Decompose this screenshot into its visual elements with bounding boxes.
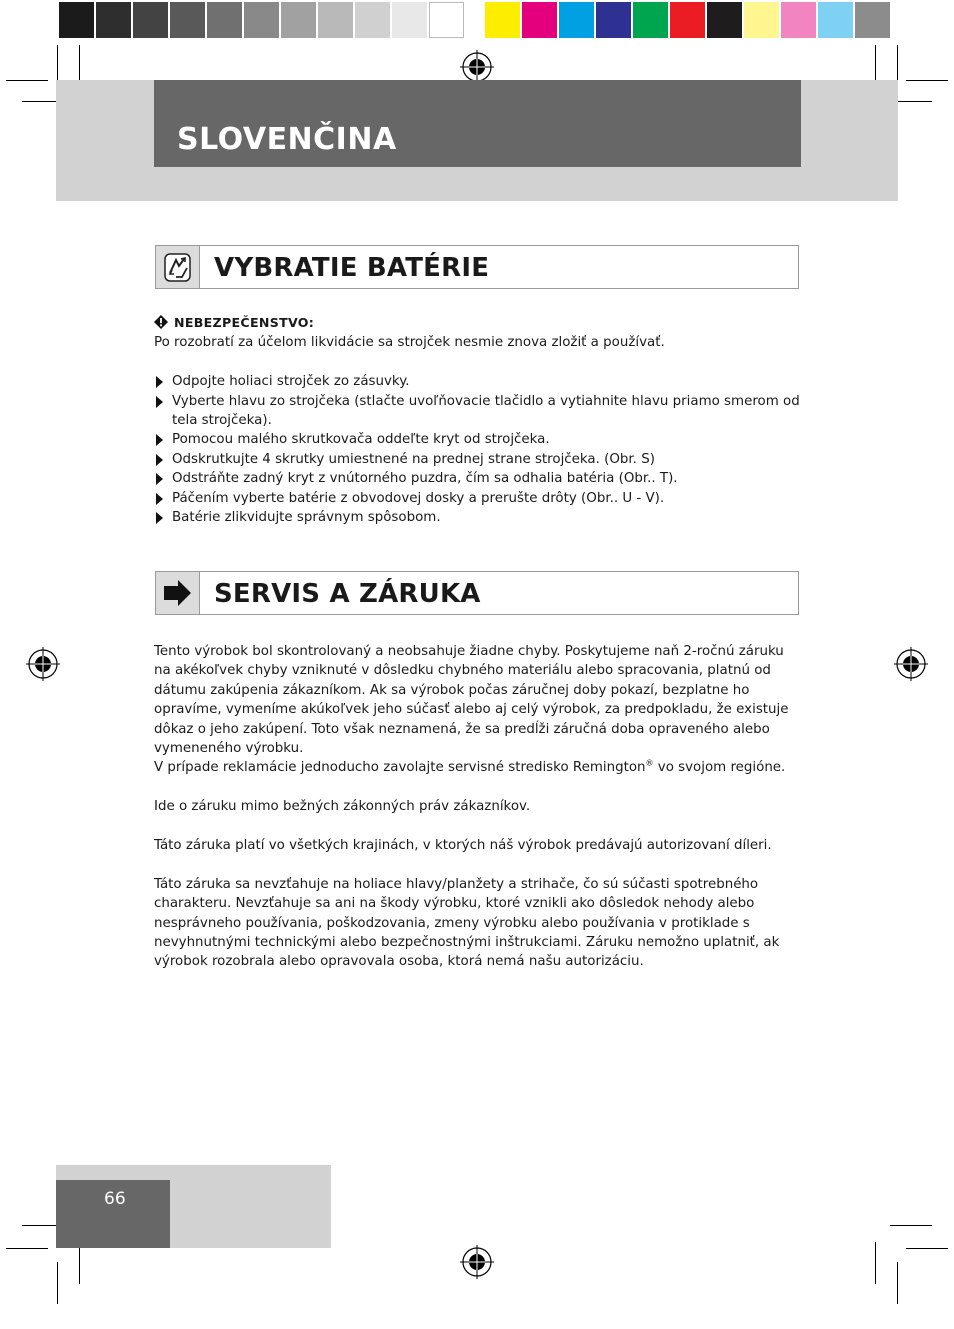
- color-swatch: [670, 2, 705, 38]
- crop-mark: [890, 1225, 932, 1226]
- warranty-content: [154, 642, 802, 972]
- color-swatch: [281, 2, 316, 38]
- crop-mark: [875, 1242, 876, 1284]
- color-swatch: [633, 2, 668, 38]
- color-swatch: [522, 2, 557, 38]
- warranty-contact-paragraph: V prípade reklamácie jednoducho zavolajte servisné stredisko Remington® vo svojom regióne.: [154, 758, 786, 776]
- registration-mark-icon: [26, 647, 60, 681]
- color-swatch: [392, 2, 427, 38]
- recycle-icon: [156, 246, 200, 288]
- color-swatch: [818, 2, 853, 38]
- warranty-paragraph: Táto záruka sa nevzťahuje na holiace hlavy/planžety a strihače, čo sú súčasti spotrebného charakteru. Nevzťahuje sa ani na škody výrobku, ktoré vznikli ako dôsledok nehody alebo nesprávneho používania, poškodzovania, zmeny výrobku alebo používania v protiklade s nevyhnutnými technickými alebo bezpečnostnými inštrukciami. Záruku nemožno uplatniť, ak výrobok rozobrala alebo opravovala osoba, ktorá nemá našu autorizáciu.: [154, 876, 780, 970]
- danger-notice: [154, 313, 802, 333]
- color-swatch: [559, 2, 594, 38]
- warranty-paragraph: Ide o záruku mimo bežných zákonných práv zákazníkov.: [154, 799, 531, 815]
- list-item: Pomocou malého skrutkovača oddeľte kryt od strojčeka.: [154, 430, 802, 449]
- list-item: Odstráňte zadný kryt z vnútorného puzdra, čím sa odhalia batéria (Obr.. T).: [154, 469, 802, 488]
- crop-mark: [897, 1262, 898, 1304]
- page-number: 66: [104, 1189, 126, 1209]
- list-item: Vyberte hlavu zo strojčeka (stlačte uvoľňovacie tlačidlo a vytiahnite hlavu priamo smerom od tela strojčeka).: [154, 392, 802, 431]
- crop-mark: [906, 1248, 948, 1249]
- section-title: VYBRATIE BATÉRIE: [214, 253, 490, 283]
- color-swatch: [355, 2, 390, 38]
- crop-mark: [6, 80, 48, 81]
- crop-mark: [906, 80, 948, 81]
- color-swatch: [855, 2, 890, 38]
- crop-mark: [57, 1262, 58, 1304]
- color-swatch: [59, 2, 94, 38]
- list-item: Batérie zlikvidujte správnym spôsobom.: [154, 508, 802, 527]
- danger-text: Po rozobratí za účelom likvidácie sa strojček nesmie znova zložiť a používať.: [154, 335, 665, 351]
- color-swatch: [744, 2, 779, 38]
- process-color-bar: [485, 2, 892, 38]
- steps-list: [154, 372, 802, 527]
- warranty-paragraph: Tento výrobok bol skontrolovaný a neobsahuje žiadne chyby. Poskytujeme naň 2-ročnú záruku na akékoľvek chyby vzniknuté v dôsledku chybného materiálu alebo spracovania, platnú od dátumu zakúpenia zákazníkom. Ak sa výrobok počas záručnej doby pokazí, bezplatne ho opravíme, vymeníme akúkoľvek jeho súčasť alebo aj celý výrobok, za predpokladu, že existuje dôkaz o jeho zakúpení. Toto však neznamená, že sa predĺži záručná doba opraveného alebo vymeneného výrobku.: [154, 644, 789, 757]
- registration-mark-icon: [460, 50, 494, 84]
- section-header-warranty: [155, 571, 799, 615]
- color-swatch: [485, 2, 520, 38]
- list-item: Odskrutkujte 4 skrutky umiestnené na prednej strane strojčeka. (Obr. S): [154, 450, 802, 469]
- danger-icon: [154, 315, 168, 329]
- color-swatch: [244, 2, 279, 38]
- color-swatch: [707, 2, 742, 38]
- color-swatch: [207, 2, 242, 38]
- battery-removal-content: [154, 313, 802, 527]
- section-header-battery: [155, 245, 799, 289]
- color-swatch: [429, 2, 464, 38]
- color-swatch: [596, 2, 631, 38]
- grayscale-color-bar: [59, 2, 466, 38]
- arrow-right-icon: [156, 572, 200, 614]
- color-swatch: [318, 2, 353, 38]
- list-item: Páčením vyberte batérie z obvodovej dosky a prerušte drôty (Obr.. U - V).: [154, 489, 802, 508]
- danger-label: NEBEZPEČENSTVO:: [174, 315, 315, 330]
- section-title: SERVIS A ZÁRUKA: [214, 579, 481, 609]
- color-swatch: [170, 2, 205, 38]
- crop-mark: [6, 1248, 48, 1249]
- crop-mark: [79, 1242, 80, 1284]
- color-swatch: [96, 2, 131, 38]
- color-swatch: [133, 2, 168, 38]
- registration-mark-icon: [894, 647, 928, 681]
- registered-mark: ®: [645, 758, 654, 768]
- list-item: Odpojte holiaci strojček zo zásuvky.: [154, 372, 802, 391]
- color-swatch: [781, 2, 816, 38]
- page-title: SLOVENČINA: [177, 122, 397, 157]
- warranty-paragraph: Táto záruka platí vo všetkých krajinách, v ktorých náš výrobok predávajú autorizovaní díleri.: [154, 838, 772, 854]
- registration-mark-icon: [460, 1245, 494, 1279]
